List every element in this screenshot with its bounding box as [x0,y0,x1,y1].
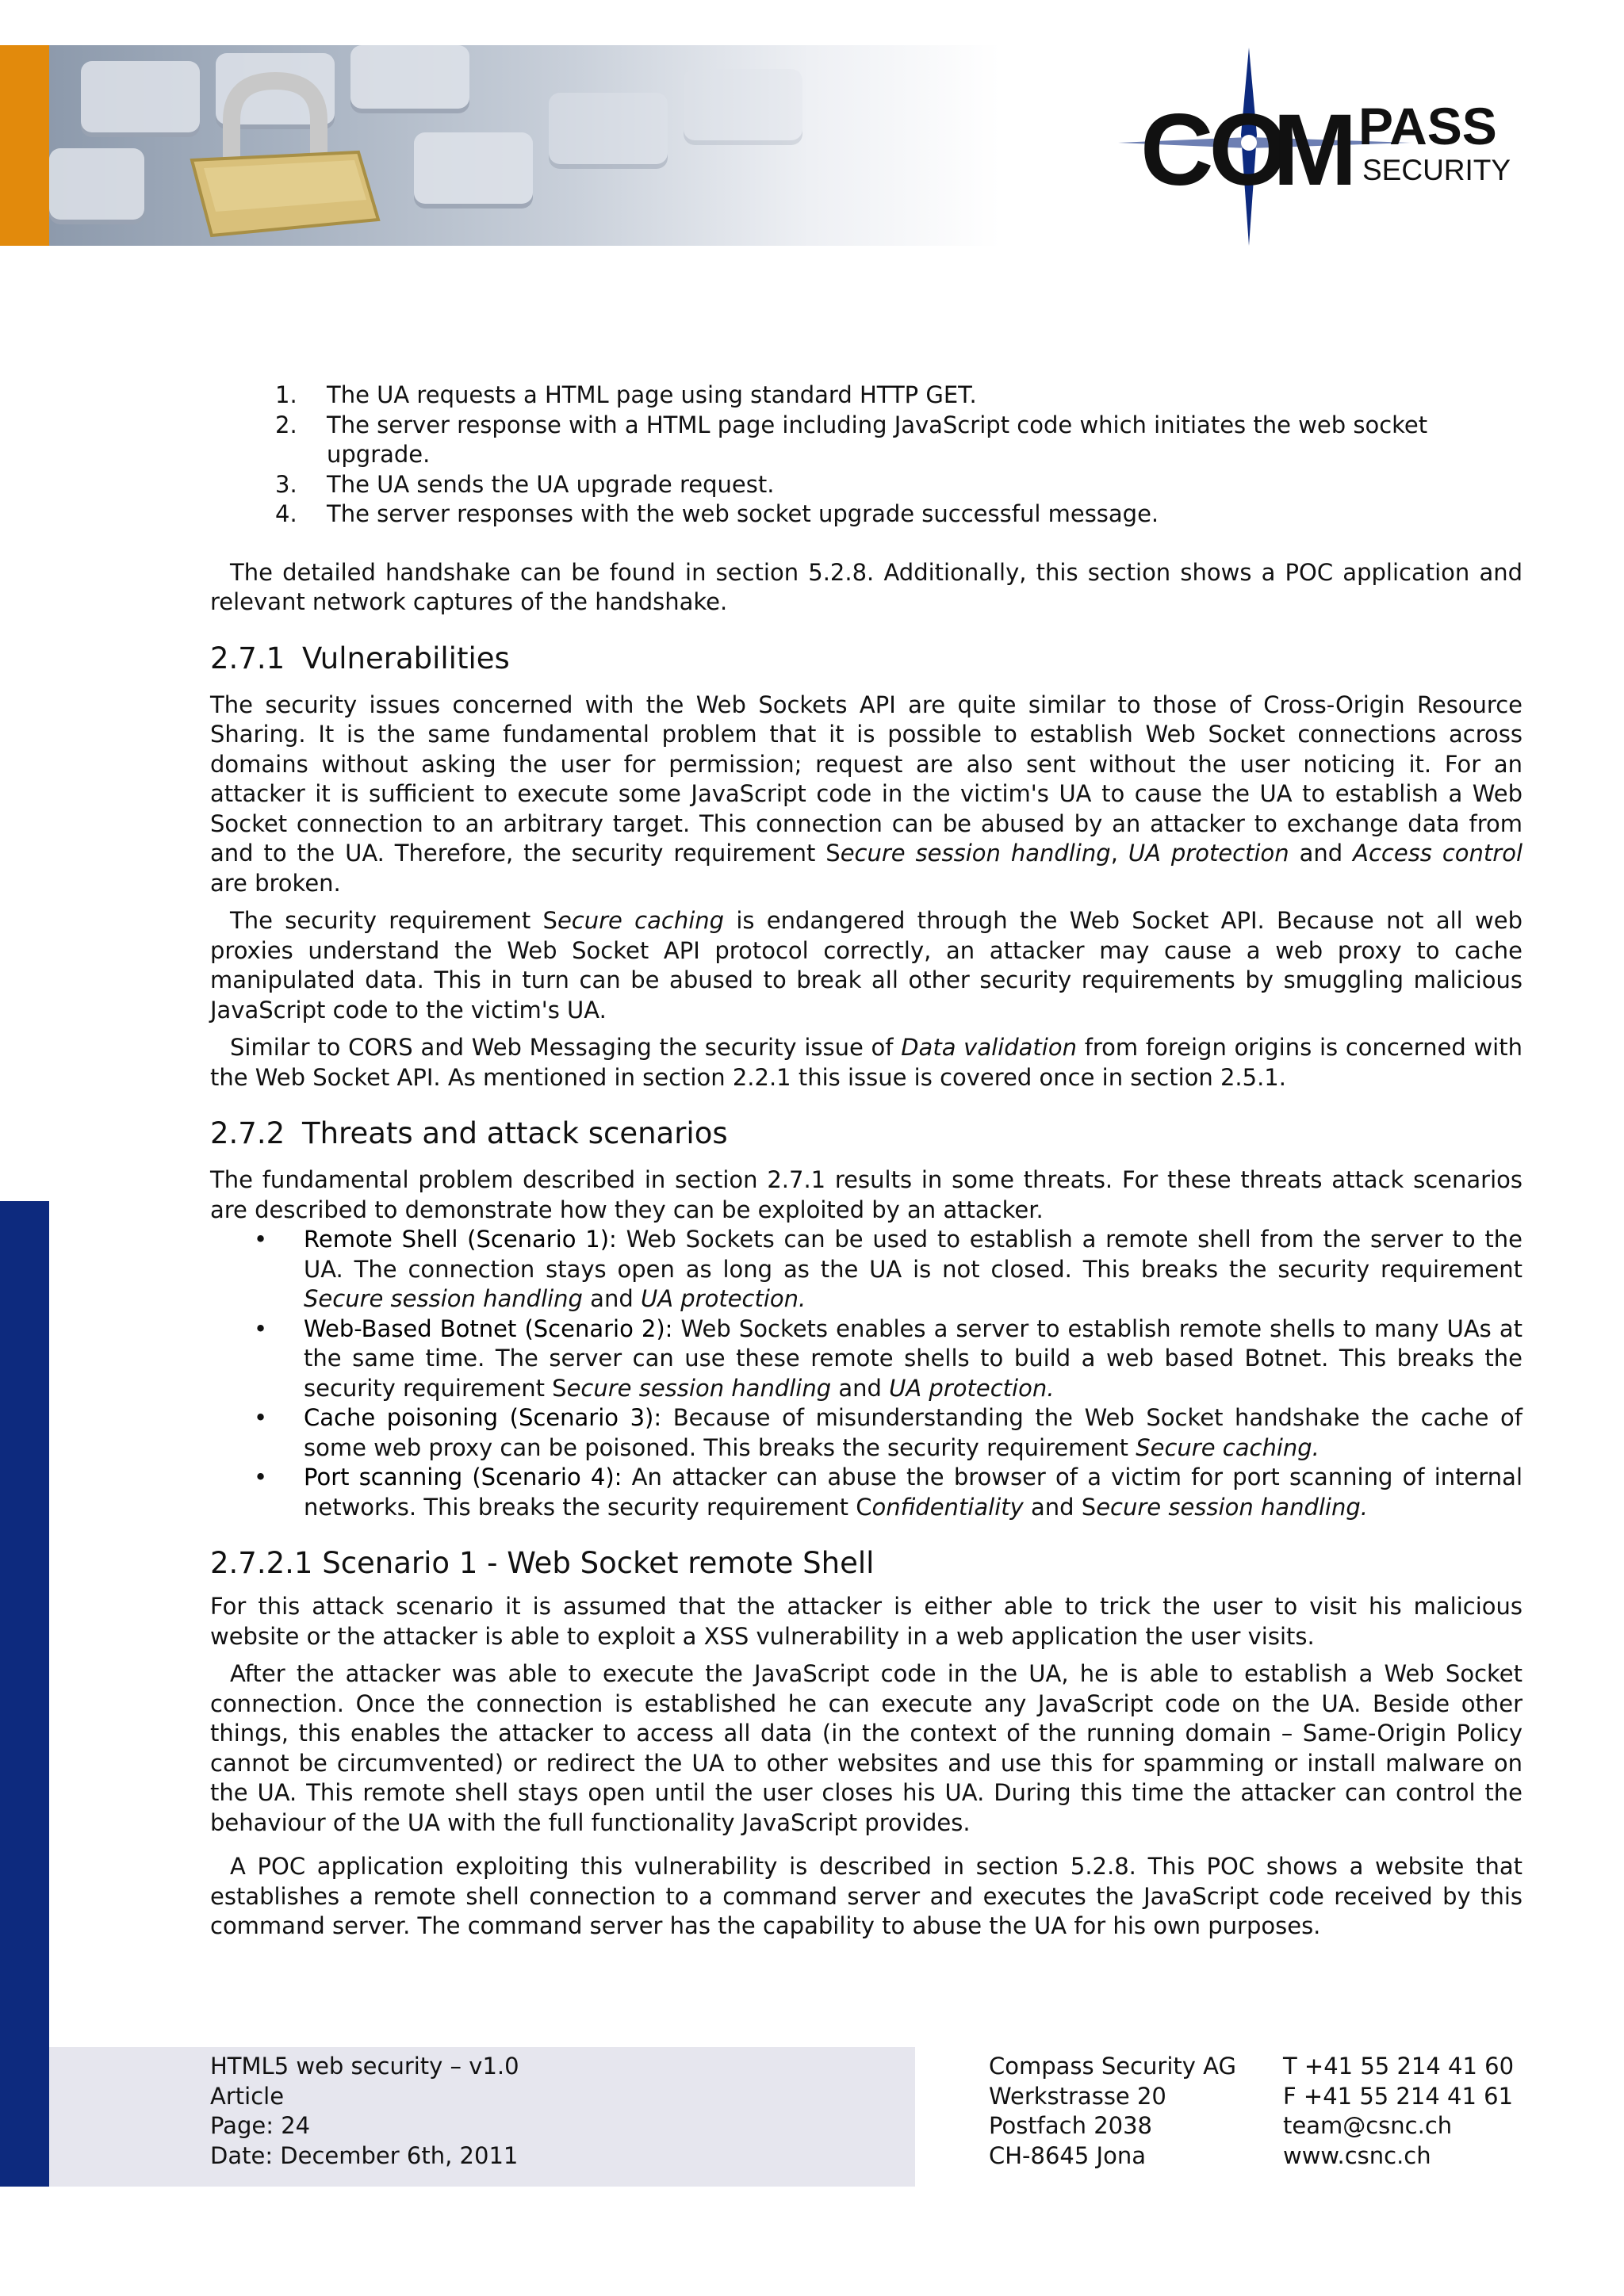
footer-doc-type: Article [210,2082,285,2110]
logo-text-security: SECURITY [1362,154,1511,186]
footer-email-link[interactable]: team@csnc.ch [1283,2112,1453,2139]
section-heading-2-7-2: 2.7.2 Threats and attack scenarios [210,1116,728,1150]
footer-postbox: Postfach 2038 [989,2112,1153,2139]
list-item: 4. The server responses with the web socket upgrade successful message. [275,500,1159,527]
footer-address [989,2052,1236,2171]
threats-list [210,1225,1522,1522]
document-body [210,381,1522,1950]
footer-fax: F +41 55 214 41 61 [1283,2082,1514,2110]
scenario-paragraph-1: For this attack scenario it is assumed that the attacker is either able to trick the user to visit his malicious website or the attacker is able to exploit a XSS vulnerability in a web application the user visits. [210,1593,1522,1650]
scenario-paragraph-3: A POC application exploiting this vulnerability is described in section 5.2.8. This POC shows a website that establishes a remote shell connection to a command server and executes the JavaScript code received by this command server. The command server has the capability to abuse the UA for his own purposes. [210,1853,1522,1939]
vulnerabilities-paragraph-1: The security issues concerned with the Web Sockets API are quite similar to those of Cross-Origin Resource Sharing. It is the same fundamental problem that it is possible to establish Web Socket connections across domains without asking the user for permission; request are also sent without the user noticing it. For an attacker it is sufficient to execute some JavaScript code in the victim's UA to cause the UA to establish a Web Socket connection to an arbitrary target. This connection can be abused by an attacker to exchange data from and to the UA. Therefore, the security requirement Secure session handling, UA protection and Access control are broken. [210,691,1523,897]
list-item: • Web-Based Botnet (Scenario 2): Web Sockets enables a server to establish remote shells to many UAs at the same time. The server can use these remote shells to build a web based Botnet. This breaks the security requirement Secure session handling and UA protection. [254,1314,1523,1402]
padlock-icon [144,65,406,246]
section-heading-2-7-1: 2.7.1 Vulnerabilities [210,641,510,675]
handshake-steps-list [210,381,1522,530]
footer-doc-title: HTML5 web security – v1.0 [210,2053,519,2080]
intro-paragraph: The detailed handshake can be found in section 5.2.8. Additionally, this section shows a POC application and relevant network captures of the handshake. [210,558,1522,615]
list-item: 2. The server response with a HTML page including JavaScript code which initiates the web socket upgrade. [275,411,1428,468]
section-heading-2-7-2-1: 2.7.2.1 Scenario 1 - Web Socket remote Shell [210,1546,875,1580]
footer-contact [1283,2052,1514,2171]
list-item: • Port scanning (Scenario 4): An attacker can abuse the browser of a victim for port scanning of internal networks. This breaks the security requirement Confidentiality and Secure session handling. [254,1464,1522,1521]
footer-city: CH-8645 Jona [989,2141,1146,2169]
list-item: • Remote Shell (Scenario 1): Web Sockets can be used to establish a remote shell from the server to the UA. The connection stays open as long as the UA is not closed. This breaks the security requirement Secure session handling and UA protection. [254,1226,1522,1312]
scenario-paragraph-2: After the attacker was able to execute the JavaScript code in the UA, he is able to establish a Web Socket connection. Once the connection is established he can execute any JavaScript code on the UA. Beside other things, this enables the attacker to access all data (in the context of the running domain – Same-Origin Policy cannot be circumvented) or redirect the UA to other websites and use this for spamming or install malware on the UA. This remote shell stays open until the user closes his UA. During this time the attacker can control the behaviour of the UA with the full functionality JavaScript provides. [210,1660,1522,1836]
footer-page-number: Page: 24 [210,2112,311,2139]
navy-accent-strip [0,1201,49,2187]
threats-intro-paragraph: The fundamental problem described in section 2.7.1 results in some threats. For these threats attack scenarios are described to demonstrate how they can be exploited by an attacker. [210,1166,1522,1223]
orange-accent-strip [0,45,49,246]
svg-text:CO: CO [1140,94,1283,207]
footer-document-info [210,2052,519,2171]
header-keyboard-padlock-image [49,45,1001,246]
vulnerabilities-paragraph-3: Similar to CORS and Web Messaging the security issue of Data validation from foreign origins is concerned with the Web Socket API. As mentioned in section 2.2.1 this issue is covered once in section 2.5.1. [210,1034,1522,1091]
footer-date: Date: December 6th, 2011 [210,2141,519,2169]
footer-phone: T +41 55 214 41 60 [1283,2053,1515,2080]
logo-text-pass: PASS [1358,97,1497,155]
list-item: 1. The UA requests a HTML page using standard HTTP GET. [275,381,977,408]
footer-company: Compass Security AG [989,2053,1236,2080]
list-item: • Cache poisoning (Scenario 3): Because of misunderstanding the Web Socket handshake the cache of some web proxy can be poisoned. This breaks the security requirement Secure caching. [254,1404,1522,1461]
footer-street: Werkstrasse 20 [989,2082,1166,2110]
svg-text:M: M [1273,94,1358,207]
list-item: 3. The UA sends the UA upgrade request. [275,470,775,498]
compass-security-logo [1110,44,1554,250]
vulnerabilities-paragraph-2: The security requirement Secure caching is endangered through the Web Socket API. Because not all web proxies understand the Web Socket API protocol correctly, an attacker may cause a web proxy to cache manipulated data. This in turn can be abused to break all other security requirements by smuggling malicious JavaScript code to the victim's UA. [210,907,1522,1024]
footer-website-link[interactable]: www.csnc.ch [1283,2141,1431,2169]
